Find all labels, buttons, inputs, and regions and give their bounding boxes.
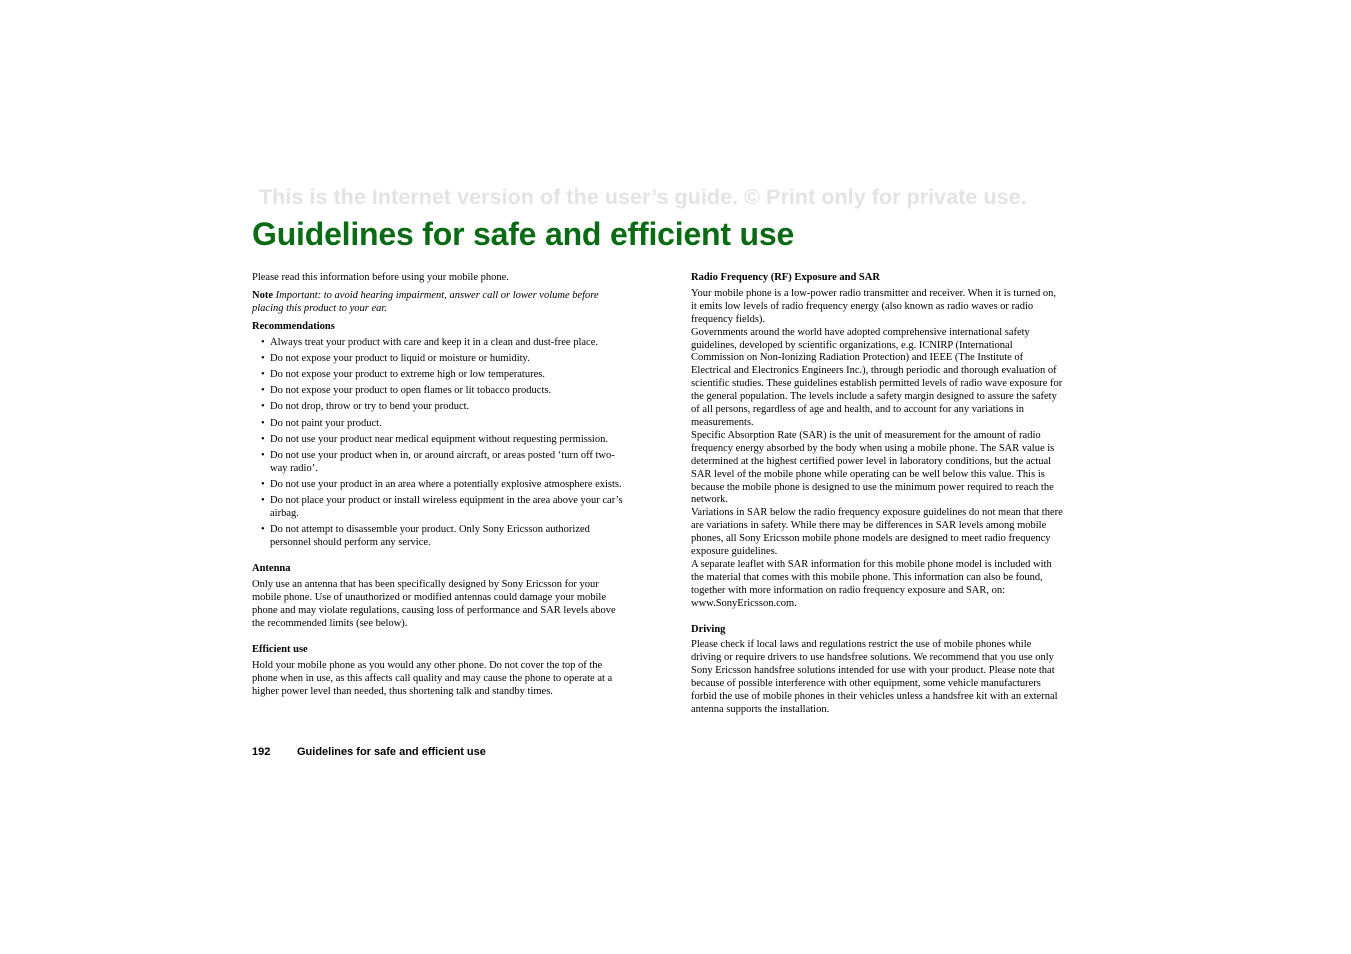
bullet-icon: • [261, 524, 265, 536]
recommendation-text: Always treat your product with care and keep it in a clean and dust-free place. [270, 336, 598, 348]
recommendation-text: Do not drop, throw or try to bend your product. [270, 401, 470, 413]
recommendation-item [252, 401, 624, 414]
rf-paragraph-5: A separate leaflet with SAR information for this mobile phone model is included with the material that comes with this mobile phone. This information can also be found, together with more information on radio frequency exposure and SAR, on: www.SonyEricsson.com. [691, 558, 1052, 609]
note [252, 290, 624, 316]
rf-paragraph-2: Governments around the world have adopted comprehensive international safety guidelines, developed by scientific organizations, e.g. ICNIRP (International Commission on Non-Ionizing Radiation Protection) and IEEE (The Institute of Electrical and Electronics Engineers Inc.), through periodic and thorough evaluation of scientific studies. These guidelines establish permitted levels of radio wave exposure for the general population. The levels include a safety margin designed to assure the safety of all persons, regardless of age and health, and to account for any variations in measurements. [691, 326, 1063, 428]
note-text: Important: to avoid hearing impairment, answer call or lower volume before placing this product to your ear. [252, 289, 599, 314]
recommendations-list [252, 337, 624, 551]
driving-text: Please check if local laws and regulations restrict the use of mobile phones while driving or require drivers to use handsfree solutions. We recommend that you use only Sony Ericsson handsfree solutions intended for use with your product. Please note that because of possible interference with other equipment, some vehicle manufacturers forbid the use of mobile phones in their vehicles unless a handsfree kit with an external antenna supports the installation. [691, 639, 1058, 715]
page-footer [252, 746, 486, 758]
recommendation-item [252, 353, 624, 366]
bullet-icon: • [261, 336, 265, 348]
recommendation-text: Do not use your product when in, or around aircraft, or areas posted ‘turn off two-way radio’. [270, 450, 615, 474]
recommendation-text: Do not use your product in an area where a potentially explosive atmosphere exists. [270, 479, 622, 491]
page-title: Guidelines for safe and efficient use [252, 216, 795, 252]
recommendation-item [252, 450, 624, 476]
recommendation-item [252, 524, 624, 550]
rf-exposure-heading: Radio Frequency (RF) Exposure and SAR [691, 272, 880, 283]
rf-paragraph-3: Specific Absorption Rate (SAR) is the unit of measurement for the amount of radio frequency energy absorbed by the body when using a mobile phone. The SAR value is determined at the highest certified power level in laboratory conditions, but the actual SAR level of the mobile phone while operating can be well below this value. This is because the mobile phone is designed to use the minimum power required to reach the network. [691, 429, 1055, 506]
bullet-icon: • [261, 385, 265, 397]
bullet-icon: • [261, 433, 265, 445]
rf-paragraph-1: Your mobile phone is a low-power radio transmitter and receiver. When it is turned on, it emits low levels of radio frequency energy (also known as radio waves or radio frequency fields). [691, 287, 1056, 325]
recommendation-text: Do not use your product near medical equipment without requesting permission. [270, 433, 608, 445]
right-column [691, 272, 1063, 717]
recommendation-item [252, 495, 624, 521]
recommendation-text: Do not expose your product to extreme high or low temperatures. [270, 369, 545, 381]
recommendation-text: Do not expose your product to open flames or lit tobacco products. [270, 385, 552, 397]
recommendation-item [252, 479, 624, 492]
antenna-text: Only use an antenna that has been specifically designed by Sony Ericsson for your mobile phone. Use of unauthorized or modified antennas could damage your mobile phone and may violate regulations, causing loss of performance and SAR levels above the recommended limits (see below). [252, 579, 616, 629]
bullet-icon: • [261, 495, 265, 507]
recommendation-item [252, 418, 624, 431]
bullet-icon: • [261, 450, 265, 462]
watermark-text: This is the Internet version of the user’s guide. © Print only for private use. [259, 185, 1027, 209]
recommendation-text: Do not place your product or install wireless equipment in the area above your car’s airbag. [270, 495, 623, 520]
recommendation-item [252, 369, 624, 382]
efficient-use-heading: Efficient use [252, 643, 308, 655]
efficient-use-text: Hold your mobile phone as you would any other phone. Do not cover the top of the phone when in use, as this affects call quality and may cause the phone to operate at a higher power level than needed, thus shortening talk and standby times. [252, 659, 613, 697]
rf-paragraph-4: Variations in SAR below the radio frequency exposure guidelines do not mean that there are variations in safety. While there may be differences in SAR levels among mobile phones, all Sony Ericsson mobile phone models are designed to meet radio frequency exposure guidelines. [691, 507, 1063, 558]
bullet-icon: • [261, 369, 265, 381]
recommendation-item [252, 385, 624, 398]
bullet-icon: • [261, 417, 265, 429]
page-number: 192 [252, 746, 271, 758]
left-column [252, 272, 624, 698]
intro-text: Please read this information before using your mobile phone. [252, 272, 509, 283]
bullet-icon: • [261, 479, 265, 491]
bullet-icon: • [261, 352, 265, 364]
recommendation-text: Do not expose your product to liquid or moisture or humidity. [270, 352, 530, 364]
footer-section-title: Guidelines for safe and efficient use [297, 746, 486, 758]
recommendation-text: Do not paint your product. [270, 417, 382, 429]
bullet-icon: • [261, 401, 265, 413]
recommendation-item [252, 434, 624, 447]
recommendations-heading: Recommendations [252, 320, 335, 332]
antenna-heading: Antenna [252, 563, 291, 575]
recommendation-item [252, 337, 624, 350]
recommendation-text: Do not attempt to disassemble your product. Only Sony Ericsson authorized personnel should perform any service. [270, 524, 590, 549]
note-label: Note [252, 289, 273, 301]
driving-heading: Driving [691, 623, 726, 635]
